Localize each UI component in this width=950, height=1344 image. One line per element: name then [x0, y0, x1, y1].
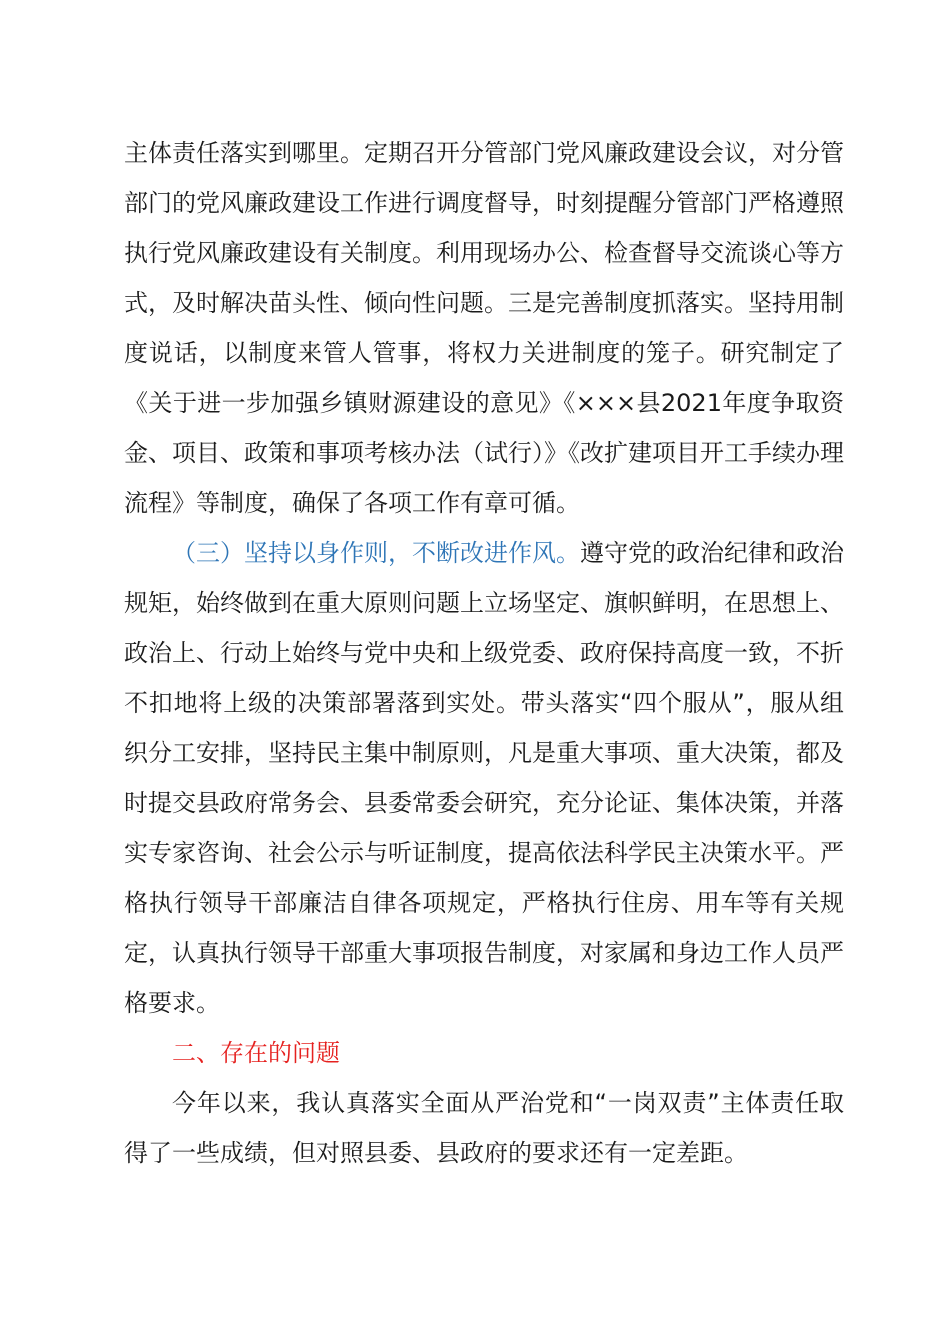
section-heading-problems [124, 1028, 844, 1078]
subheading-section-three: （三）坚持以身作则，不断改进作风。 [172, 539, 580, 567]
paragraph-problems-intro [124, 1078, 844, 1178]
paragraph-text: 主体责任落实到哪里。定期召开分管部门党风廉政建设会议，对分管部门的党风廉政建设工作进行调度督导，时刻提醒分管部门严格遵照执行党风廉政建设有关制度。利用现场办公、检查督导交流谈心等方式，及时解决苗头性、倾向性问题。三是完善制度抓落实。坚持用制度说话，以制度来管人管事，将权力关进制度的笼子。研究制定了《关于进一步加强乡镇财源建设的意见》《×××县2021年度争取资金、项目、政策和事项考核办法（试行）》《改扩建项目开工手续办理流程》等制度，确保了各项工作有章可循。 [124, 139, 844, 517]
document-body [124, 128, 844, 1178]
paragraph-section-three [124, 528, 844, 1028]
paragraph-text: 今年以来，我认真落实全面从严治党和“一岗双责”主体责任取得了一些成绩，但对照县委、县政府的要求还有一定差距。 [124, 1089, 844, 1167]
section-heading-text: 二、存在的问题 [172, 1039, 340, 1067]
paragraph-text: 遵守党的政治纪律和政治规矩，始终做到在重大原则问题上立场坚定、旗帜鲜明，在思想上、政治上、行动上始终与党中央和上级党委、政府保持高度一致，不折不扣地将上级的决策部署落到实处。带头落实“四个服从”，服从组织分工安排，坚持民主集中制原则，凡是重大事项、重大决策，都及时提交县政府常务会、县委常委会研究，充分论证、集体决策，并落实专家咨询、社会公示与听证制度，提高依法科学民主决策水平。严格执行领导干部廉洁自律各项规定，严格执行住房、用车等有关规定，认真执行领导干部重大事项报告制度，对家属和身边工作人员严格要求。 [124, 539, 844, 1017]
paragraph-continuation [124, 128, 844, 528]
